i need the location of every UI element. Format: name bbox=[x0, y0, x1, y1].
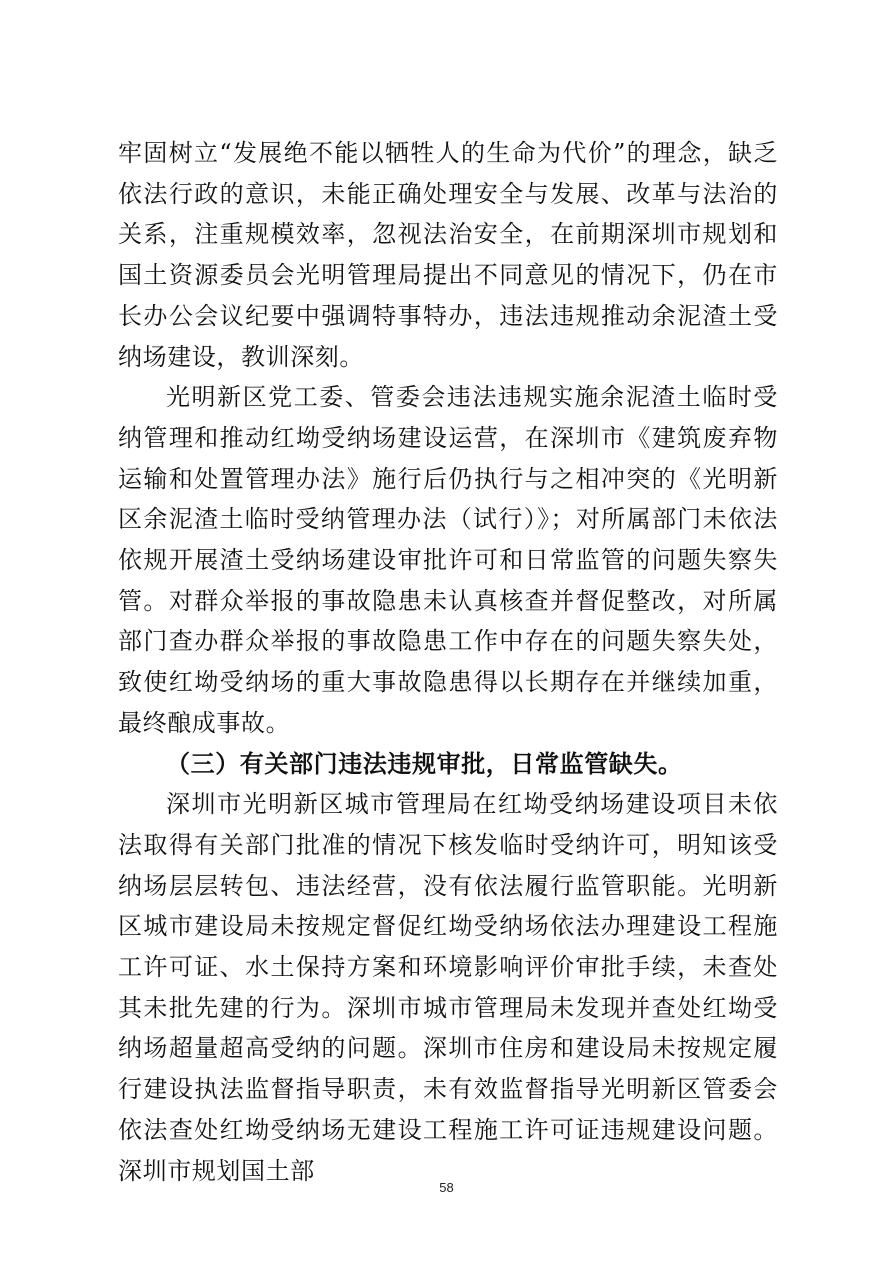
paragraph-departments: 深圳市光明新区城市管理局在红坳受纳场建设项目未依法取得有关部门批准的情况下核发临时受纳许可，明知该受纳场层层转包、违法经营，没有依法履行监管职能。光明新区城市建设局未按规定督促红坳受纳场依法办理建设工程施工许可证、水土保持方案和环境影响评价审批手续，未查处其未批先建的行为。深圳市城市管理局未发现并查处红坳受纳场超量超高受纳的问题。深圳市住房和建设局未按规定履行建设执法监督指导职责，未有效监督指导光明新区管委会依法查处红坳受纳场无建设工程施工许可证违规建设问题。深圳市规划国土部 bbox=[118, 790, 778, 1185]
paragraph-continued: 牢固树立“发展绝不能以牺牲人的生命为代价”的理念，缺乏依法行政的意识，未能正确处理安全与发展、改革与法治的关系，注重规模效率，忽视法治安全，在前期深圳市规划和国土资源委员会光明管理局提出不同意见的情况下，仍在市长办公会议纪要中强调特事特办，违法违规推动余泥渣土受纳场建设，教训深刻。 bbox=[118, 139, 778, 371]
paragraph-guangming-new-district: 光明新区党工委、管委会违法违规实施余泥渣土临时受纳管理和推动红坳受纳场建设运营，在深圳市《建筑废弃物运输和处置管理办法》施行后仍执行与之相冲突的《光明新区余泥渣土临时受纳管理办法（试行）》；对所属部门未依法依规开展渣土受纳场建设审批许可和日常监管的问题失察失管。对群众举报的事故隐患未认真核查并督促整改，对所属部门查办群众举报的事故隐患工作中存在的问题失察失处，致使红坳受纳场的重大事故隐患得以长期存在并继续加重，最终酿成事故。 bbox=[118, 383, 778, 737]
section-heading: （三）有关部门违法违规审批，日常监管缺失。 bbox=[166, 748, 683, 778]
document-body bbox=[118, 133, 778, 1191]
page-number: 58 bbox=[439, 1180, 454, 1195]
